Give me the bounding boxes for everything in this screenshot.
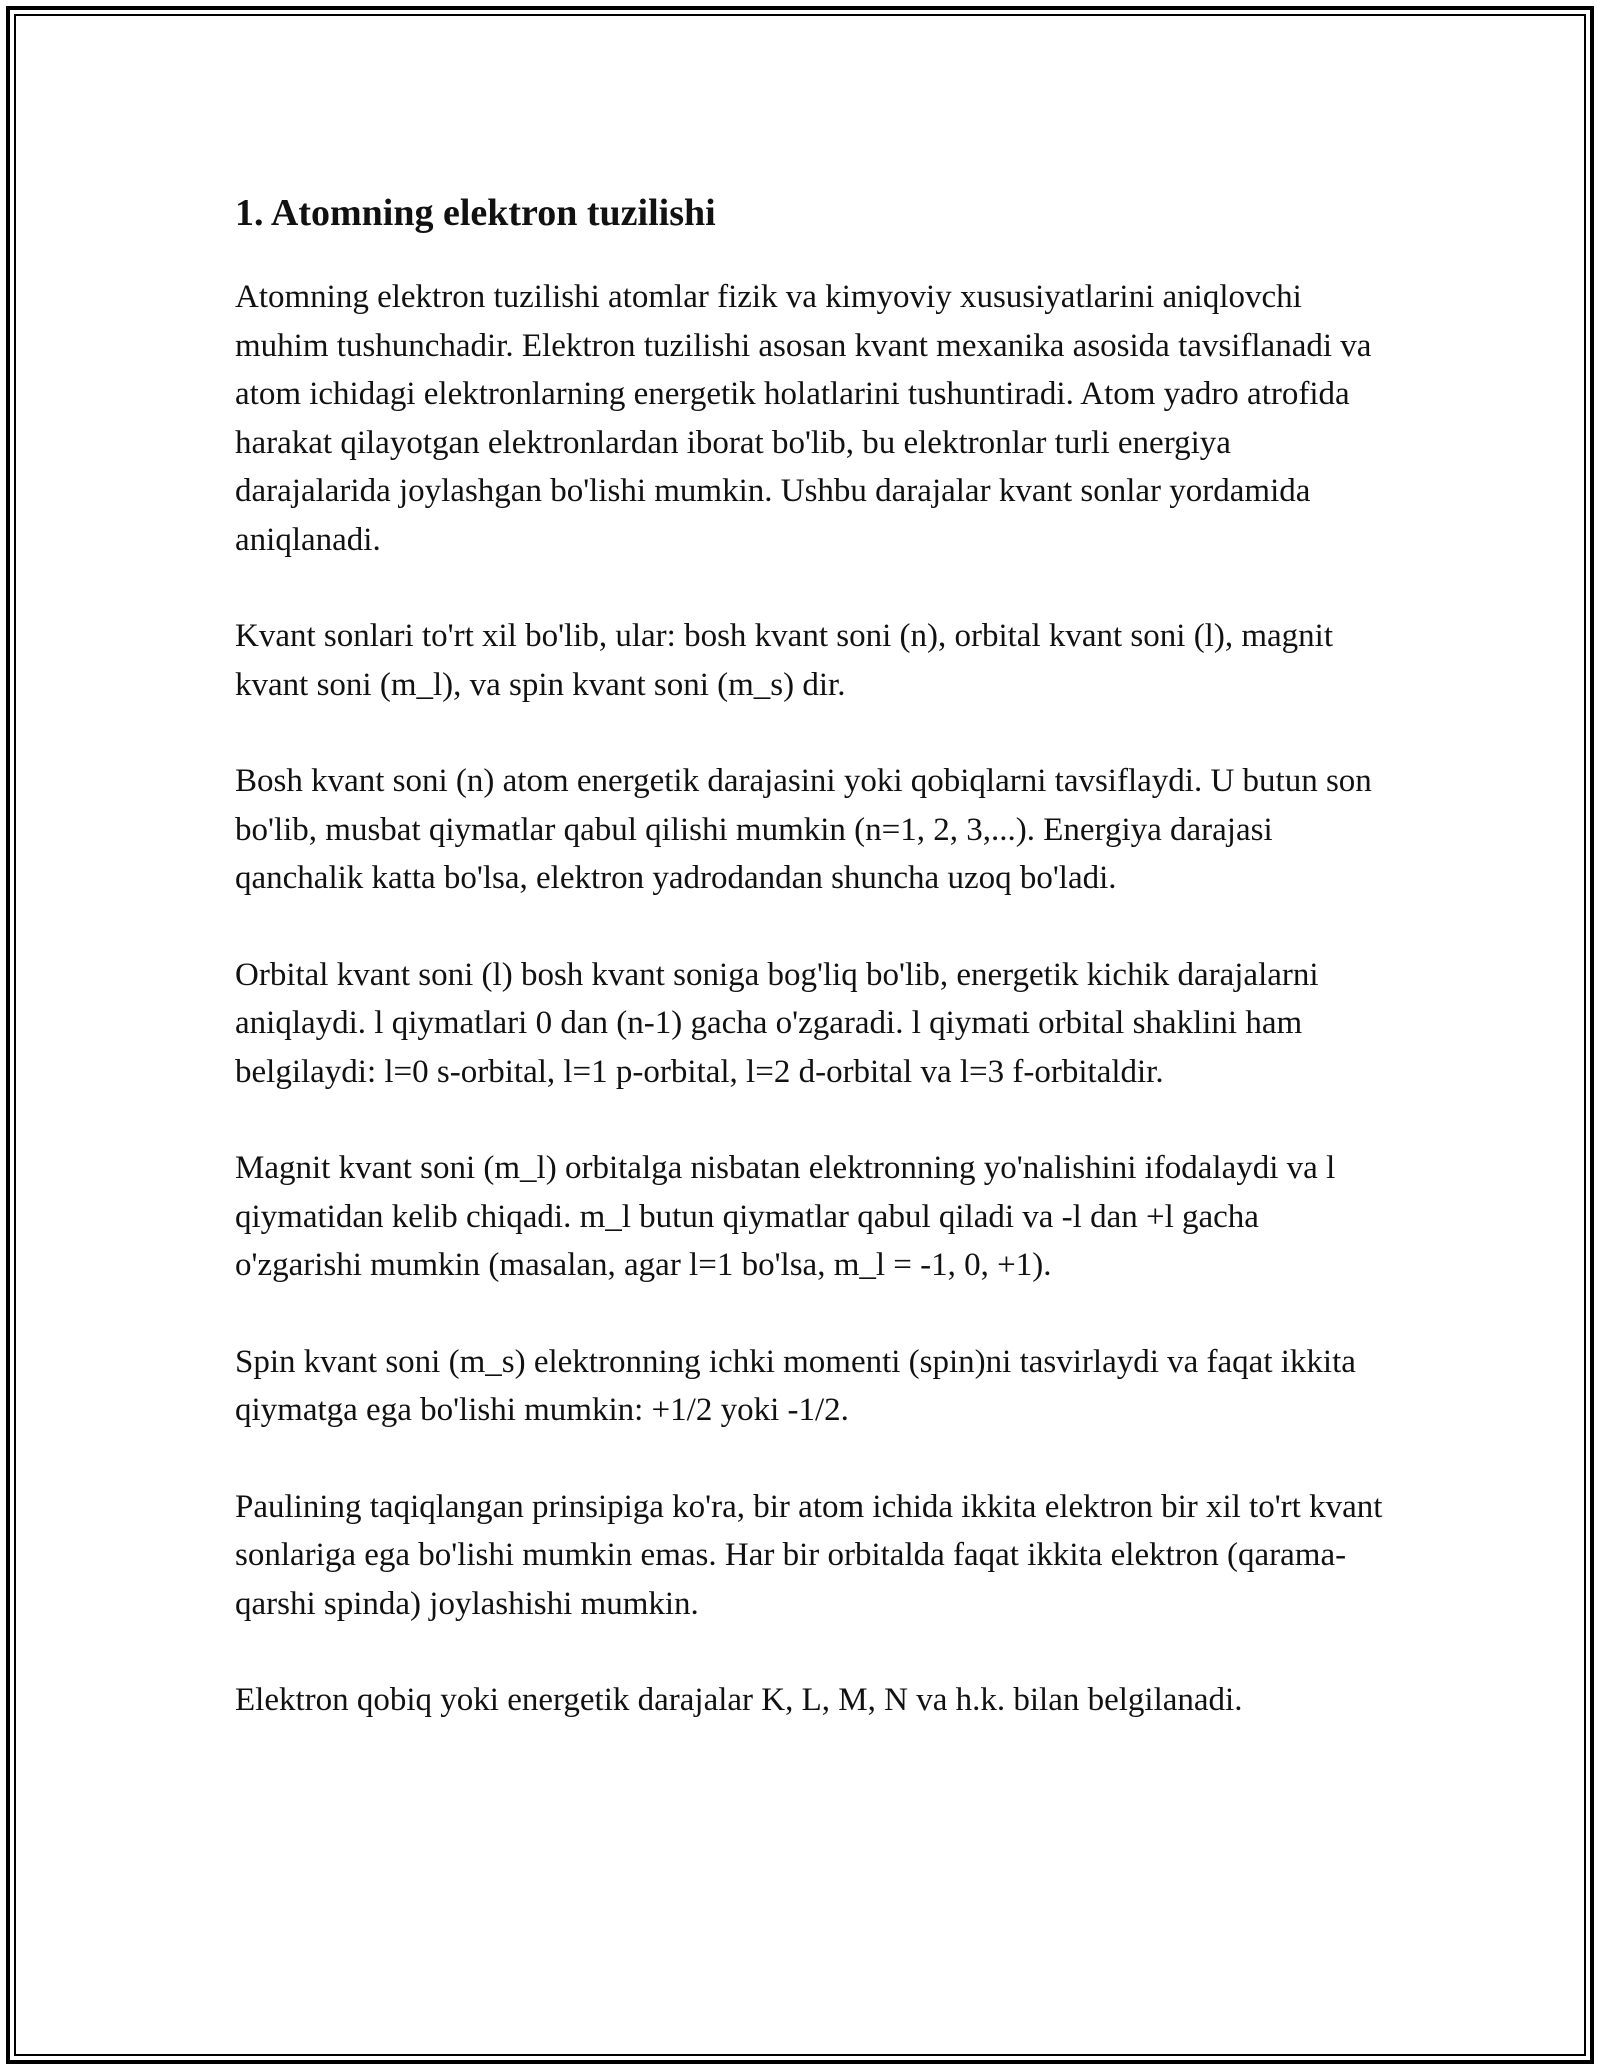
paragraph-quantum-numbers: Kvant sonlari to'rt xil bo'lib, ular: bosh kvant soni (n), orbital kvant soni (l), magnit kvant soni (m_l), va spin kvant soni (m_s) dir. (235, 618, 1333, 703)
paragraph-magnetic-number: Magnit kvant soni (m_l) orbitalga nisbatan elektronning yo'nalishini ifodalaydi va l qiymatidan kelib chiqadi. m_l butun qiymatlar qabul qiladi va -l dan +l gacha o'zgarishi mumkin (masalan, agar l=1 bo'lsa, m_l = -1, 0, +1). (235, 1150, 1336, 1283)
document-body (235, 185, 1385, 1773)
paragraph-pauli-principle: Paulining taqiqlangan prinsipiga ko'ra, bir atom ichida ikkita elektron bir xil to'rt kvant sonlariga ega bo'lishi mumkin emas. Har bir orbitalda faqat ikkita elektron (qarama-qarshi spinda) joylashishi mumkin. (235, 1488, 1383, 1622)
paragraph-electron-shells: Elektron qobiq yoki energetik darajalar K, L, M, N va h.k. bilan belgilanadi. (235, 1682, 1243, 1718)
section-heading: 1. Atomning elektron tuzilishi (235, 192, 716, 234)
paragraph-spin-number: Spin kvant soni (m_s) elektronning ichki momenti (spin)ni tasvirlaydi va faqat ikkita qiymatga ega bo'lishi mumkin: +1/2 yoki -1/2. (235, 1343, 1356, 1428)
paragraph-orbital-number: Orbital kvant soni (l) bosh kvant soniga bog'liq bo'lib, energetik kichik darajalarni aniqlaydi. l qiymatlari 0 dan (n-1) gacha o'zgaradi. l qiymati orbital shaklini ham belgilaydi: l=0 s-orbital, l=1 p-orbital, l=2 d-orbital va l=3 f-orbitaldir. (235, 956, 1319, 1090)
paragraph-principal-number: Bosh kvant soni (n) atom energetik darajasini yoki qobiqlarni tavsiflaydi. U butun son bo'lib, musbat qiymatlar qabul qilishi mumkin (n=1, 2, 3,...). Energiya darajasi qanchalik katta bo'lsa, elektron yadrodandan shuncha uzoq bo'ladi. (235, 763, 1372, 896)
paragraph-intro: Atomning elektron tuzilishi atomlar fizik va kimyoviy xususiyatlarini aniqlovchi muhim tushunchadir. Elektron tuzilishi asosan kvant mexanika asosida tavsiflanadi va atom ichidagi elektronlarning energetik holatlarini tushuntiradi. Atom yadro atrofida harakat qilayotgan elektronlardan iborat bo'lib, bu elektronlar turli energiya darajalarida joylashgan bo'lishi mumkin. Ushbu darajalar kvant sonlar yordamida aniqlanadi. (235, 279, 1372, 558)
